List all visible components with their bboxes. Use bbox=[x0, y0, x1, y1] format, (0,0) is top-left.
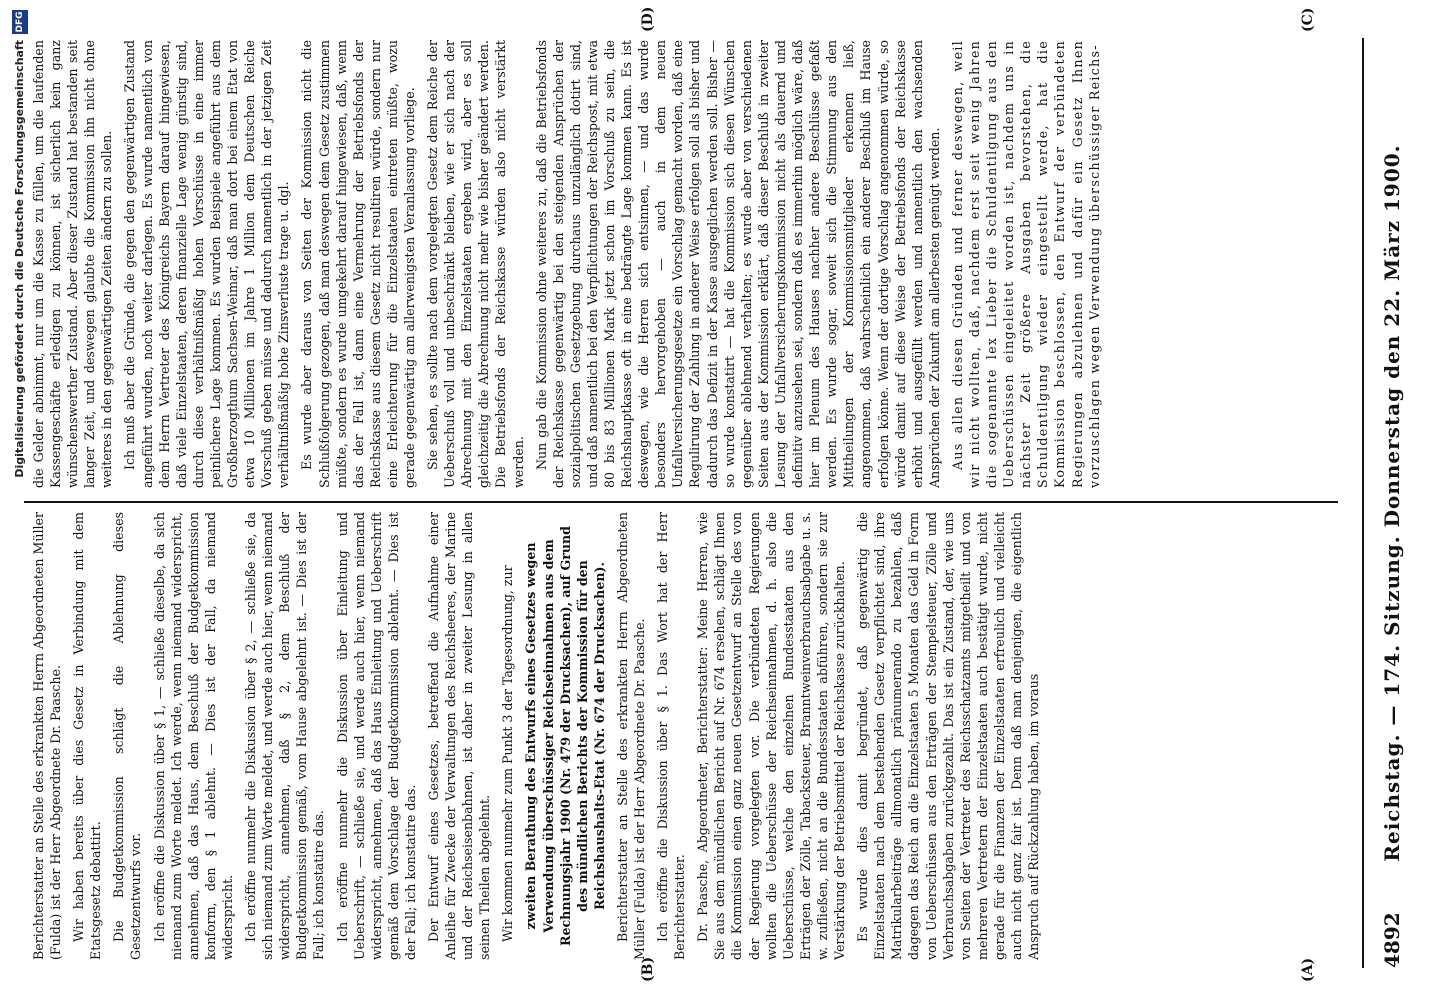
page-number: 4892 bbox=[1380, 912, 1404, 968]
agenda-item-heading: zweiten Berathung des Entwurfs eines Gesetzes wegen Verwendung überschüssiger Reichseinnahmen aus dem Rechnungsjahr 1900 (Nr. 479 der Drucksachen), auf Grund des mündlichen Berichts der Kommission für den Reichshaushalts-Etat (Nr. 674 der Drucksachen). bbox=[523, 526, 607, 946]
paragraph: die Gelder abnimmt, nur um die Kasse zu füllen, um die laufenden Kassengeschäfte erledigen zu können, ist sicherlich kein ganz wünschenswerther Zustand. Aber dieser Zustand hat bestanden seit langer Zeit, und deswegen glaubte die Kommission ihn nicht ohne weiteres in den gegenwärtigen Zeiten ändern zu sollen. bbox=[31, 40, 115, 488]
paragraph: Ich eröffne nunmehr die Diskussion über § 2, — schließe sie, da sich niemand zum Worte meldet, und werde auch hier, wenn niemand widerspricht, annehmen, daß § 2, dem Beschluß der Budgetkommission gemäß, vom Hause abgelehnt ist. — Dies ist der Fall; ich konstatire das. bbox=[243, 512, 327, 960]
margin-marker-d: (D) bbox=[640, 6, 656, 32]
paragraph: Nun gab die Kommission ohne weiteres zu, daß die Betriebsfonds der Reichskasse gegenwärtig bei den steigenden Ansprüchen der sozialpolitischen Gesetzgebung durchaus unzulänglich dotirt sind, und daß namentlich bei den Verpflichtungen der Reichspost, mit etwa 80 bis 83 Millionen Mark jetzt schon im Vorschuß zu sein, die Reichshauptkasse oft in eine bedrängte Lage kommen kann. Es ist deswegen, wie die Herren sich entsinnen, — und das wurde besonders hervorgehoben — auch in dem neuen Unfallversicherungsgesetze ein Vorschlag gemacht worden, daß eine Regulirung der Zahlung in anderer Weise erfolgen soll als bisher und dadurch das Defizit in der Kasse ausgeglichen werden soll. Bisher — so wurde konstatirt — hat die Kommission sich diesen Wünschen gegenüber ablehnend verhalten; es wurde aber von verschiedenen Seiten aus der Kommission erklärt, daß dieser Beschluß in zweiter Lesung der Unfallversicherungskommission nicht als dauernd und definitiv anzusehen sei, sondern daß es immerhin möglich wäre, daß hier im Plenum des Hauses nachher andere Beschlüsse gefaßt werden. Es wurde sogar, soweit sich die Stimmung aus den Mittheilungen der Kommissionsmitglieder erkennen ließ, angenommen, daß wahrscheinlich ein anderer Beschluß im Hause erfolgen könne. Wenn der dortige Vorschlag angenommen würde, so würde damit auf diese Weise der Betriebsfonds der Reichskasse erhöht und ausgefüllt werden und namentlich den wachsenden Ansprüchen der Zukunft am allerbesten genügt werden. bbox=[533, 40, 942, 488]
paragraph: Ich eröffne die Diskussion über § 1, — schließe dieselbe, da sich niemand zum Worte meldet. Ich werde, wenn niemand widerspricht, annehmen, daß das Haus, dem Beschluß der Budgetkommission konform, den § 1 ablehnt. — Dies ist der Fall, da niemand widerspricht. bbox=[151, 512, 235, 960]
paragraph: Ich eröffne die Diskussion über § 1. Das Wort hat der Herr Berichterstatter. bbox=[655, 512, 688, 960]
paragraph: Die Budgetkommission schlägt die Ablehnung dieses Gesetzentwurfs vor. bbox=[111, 512, 144, 960]
paragraph: Sie sehen, es sollte nach dem vorgelegten Gesetz dem Reiche der Ueberschuß voll und unbeschränkt bleiben, wie er sich nach der Abrechnung mit den Einzelstaaten ergeben wird, aber es soll gleichzeitig die Abrechnung nicht mehr wie bisher geändert werden. Die Betriebsfonds der Reichskasse würden also nicht verstärkt werden. bbox=[425, 40, 526, 488]
paragraph: Wir kommen nunmehr zum Punkt 3 der Tagesordnung, zur bbox=[500, 565, 516, 942]
digitization-footer bbox=[10, 0, 34, 1000]
margin-marker-b: (B) bbox=[640, 956, 656, 982]
paragraph: Berichterstatter an Stelle des erkrankten Herrn Abgeordneten Müller (Fulda) ist der Herr Abgeordnete Dr. Paasche. bbox=[614, 512, 647, 960]
paragraph: Ich eröffne nunmehr die Diskussion über Einleitung und Ueberschrift, — schließe sie, und werde auch hier, wenn niemand widerspricht, annehmen, daß das Haus Einleitung und Ueberschrift gemäß dem Vorschlage der Budgetkommission ablehnt. — Dies ist der Fall; ich konstatire das. bbox=[334, 512, 418, 960]
paragraph: Es wurde aber daraus von Seiten der Kommission nicht die Schlußfolgerung gezogen, daß man deswegen dem Gesetz zustimmen müßte, sondern es wurde umgekehrt darauf hingewiesen, daß, wenn das der Fall ist, dann eine Vermehrung der Betriebsfonds der Reichskasse aus diesem Gesetz nicht resultiren würde, sondern nur eine Erleichterung für die Einzelstaaten eintreten müßte, wozu gerade gegenwärtig am allerwenigsten Veranlassung vorliege. bbox=[299, 40, 417, 488]
dfg-logo-icon: DFG bbox=[12, 10, 28, 34]
column-divider bbox=[24, 501, 1338, 503]
paragraph: Der Entwurf eines Gesetzes, betreffend die Aufnahme einer Anleihe für Zwecke der Verwaltungen des Reichsheeres, der Marine und der Reichseisenbahnen, ist daher in zweiter Lesung in allen seinen Theilen abgelehnt. bbox=[425, 512, 493, 960]
paragraph: Berichterstatter an Stelle des erkrankten Herrn Abgeordneten Müller (Fulda) ist der Herr Abgeordnete Dr. Paasche. bbox=[31, 512, 64, 960]
header-rule bbox=[1362, 38, 1364, 968]
paragraph: Wir haben bereits über dies Gesetz in Verbindung mit dem Etatsgesetz debattirt. bbox=[71, 512, 104, 960]
paragraph: Es wurde dies damit begründet, daß gegenwärtig die Einzelstaaten nach dem bestehenden Gesetz verpflichtet sind, ihre Matrikularbeiträge allmonatlich pränumerando zu bezahlen, daß dagegen das Reich an die Einzelstaaten 5 Monaten das Geld in Form von Ueberschüssen aus den Erträgen der Stempelsteuer, Zölle und Verbrauchsabgaben zurückgezahlt. Das ist ein Zustand, der, wie uns von Seiten der Vertreter des Reichsschatzamts mitgetheilt und von mehreren Vertretern der Einzelstaaten auch bestätigt wurde, nicht gerade für die Finanzen der Einzelstaaten erfreulich und vielleicht auch nicht ganz fair ist. Denn daß man denjenigen, die eigentlich Anspruch auf Rückzahlung haben, im voraus bbox=[855, 512, 1042, 960]
margin-marker-a: (A) bbox=[1300, 957, 1316, 982]
page-title: Reichstag. — 174. Sitzung. Donnerstag den 22. März 1900. bbox=[1380, 144, 1404, 862]
paragraph: Dr. Paasche, Abgeordneter, Berichterstatter: Meine Herren, wie Sie aus dem mündlichen Bericht auf Nr. 674 ersehen, schlägt Ihnen die Kommission einen ganz neuen Gesetzentwurf an Stelle des von der Regierung vorgelegten vor. Die verbündeten Regierungen wollten die Ueberschüsse der Reichseinnahmen, d. h. also die Ueberschüsse, welche den einzelnen Bundesstaaten aus den Erträgen der Zölle, Tabacksteuer, Branntweinverbrauchsabgabe u. s. w. zufließen, nicht an die Bundesstaaten abführen, sondern sie zur Verstärkung der Betriebsmittel der Reichskasse zurückhalten. bbox=[695, 512, 848, 960]
left-column bbox=[30, 512, 1330, 960]
digitization-note: Digitalisierung gefördert durch die Deutsche Forschungsgemeinschaft bbox=[13, 40, 26, 478]
page-header bbox=[1374, 38, 1410, 968]
margin-marker-c: (C) bbox=[1300, 7, 1316, 32]
right-column bbox=[30, 40, 1330, 488]
paragraph: Ich muß aber die Gründe, die gegen den gegenwärtigen Zustand angeführt wurden, noch weiter darlegen. Es wurde namentlich von dem Herrn Vertreter des Königreichs Bayern darauf hingewiesen, daß viele Einzelstaaten, deren finanzielle Lage wenig günstig sind, durch diese verhältnißmäßig hohen Vorschüsse in eine immer peinlichere Lage kommen. Es wurden Beispiele angeführt aus dem Großherzogthum Sachsen-Weimar, daß man dort bei einem Etat von etwa 10 Millionen im Jahre 1 Million dem Deutschen Reiche Vorschuß geben müsse und dadurch namentlich in der jetzigen Zeit verhältnißmäßig hohe Zinsverluste trage u. dgl. bbox=[122, 40, 292, 488]
paragraph: Aus allen diesen Gründen und ferner deswegen, weil wir nicht wollten, daß, nachdem erst seit wenig Jahren die sogenannte lex Lieber die Schuldentilgung aus den Ueberschüssen eingeleitet worden ist, nachdem uns in nächster Zeit größere Ausgaben bevorstehen, die Schuldentilgung wieder eingestellt werde, hat die Kommission beschlossen, den Entwurf der verbündeten Regierungen abzulehnen und dafür ein Gesetz Ihnen vorzuschlagen wegen Verwendung überschüssiger Reichs- bbox=[949, 40, 1102, 488]
